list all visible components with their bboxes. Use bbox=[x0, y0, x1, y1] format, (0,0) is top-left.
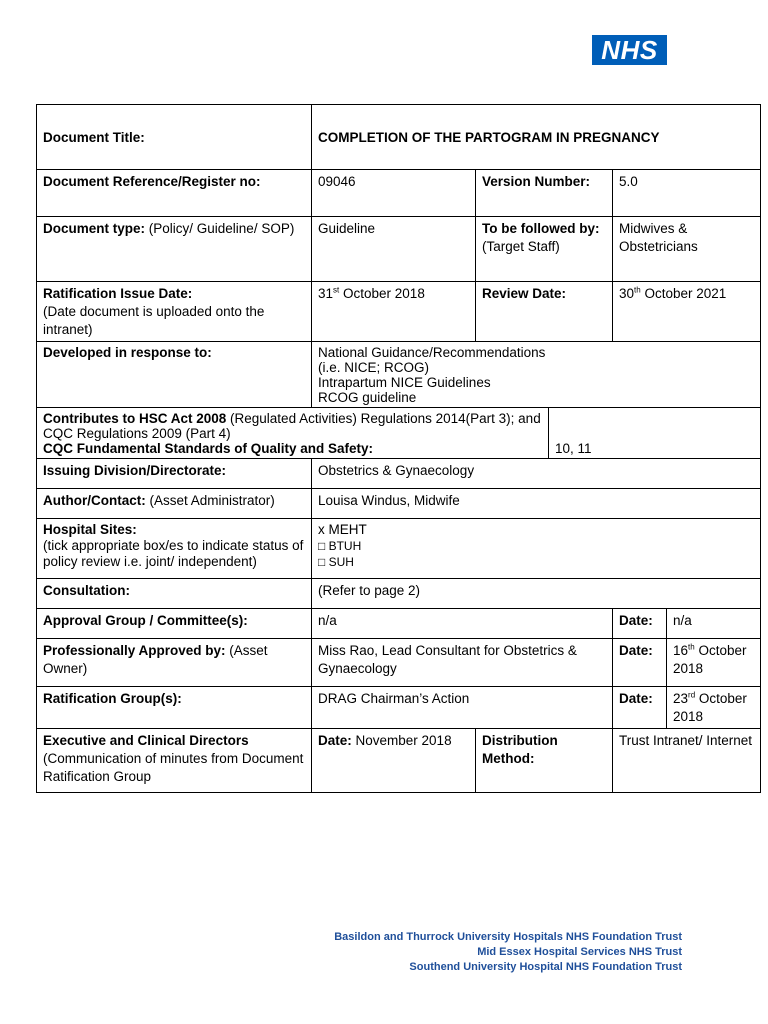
label-document-title: Document Title: bbox=[37, 105, 312, 170]
value-approval-date: n/a bbox=[667, 609, 761, 639]
row-issuing bbox=[37, 459, 761, 489]
nhs-logo: NHS bbox=[592, 35, 667, 65]
label-version: Version Number: bbox=[476, 170, 613, 217]
site-meht: x MEHT bbox=[318, 522, 367, 537]
row-ratification-issue bbox=[37, 282, 761, 342]
row-contributes bbox=[37, 408, 761, 459]
label-executive: Executive and Clinical Directors (Communication of minutes from Document Ratification Group bbox=[37, 729, 312, 793]
value-approval-group: n/a bbox=[312, 609, 613, 639]
row-ratification-group bbox=[37, 687, 761, 729]
row-approval-group bbox=[37, 609, 761, 639]
label-reference: Document Reference/Register no: bbox=[37, 170, 312, 217]
row-executive bbox=[37, 729, 761, 793]
trust-footer bbox=[334, 930, 682, 975]
footer-line-1: Basildon and Thurrock University Hospitals NHS Foundation Trust bbox=[334, 931, 682, 943]
value-review-date: 30th October 2021 bbox=[613, 282, 761, 342]
label-ratification-date: Date: bbox=[613, 687, 667, 729]
row-consultation bbox=[37, 579, 761, 609]
value-developed: National Guidance/Recommendations (i.e. NICE; RCOG) Intrapartum NICE Guidelines RCOG guideline bbox=[312, 342, 761, 408]
label-hospital-sites: Hospital Sites: (tick appropriate box/es to indicate status of policy review i.e. joint/ independent) bbox=[37, 519, 312, 579]
row-reference bbox=[37, 170, 761, 217]
label-ratification-issue: Ratification Issue Date: (Date document is uploaded onto the intranet) bbox=[37, 282, 312, 342]
label-approval-date: Date: bbox=[613, 609, 667, 639]
label-ratification-group: Ratification Group(s): bbox=[37, 687, 312, 729]
label-contributes: Contributes to HSC Act 2008 (Regulated Activities) Regulations 2014(Part 3); and CQC Regulations 2009 (Part 4) CQC Fundamental Standards of Quality and Safety: bbox=[37, 408, 549, 459]
value-executive-date: Date: November 2018 bbox=[312, 729, 476, 793]
label-author: Author/Contact: (Asset Administrator) bbox=[37, 489, 312, 519]
label-document-type: Document type: (Policy/ Guideline/ SOP) bbox=[37, 217, 312, 282]
value-version: 5.0 bbox=[613, 170, 761, 217]
value-document-title: COMPLETION OF THE PARTOGRAM IN PREGNANCY bbox=[312, 105, 761, 170]
footer-line-3: Southend University Hospital NHS Foundation Trust bbox=[409, 961, 682, 973]
row-author bbox=[37, 489, 761, 519]
value-professionally-approved: Miss Rao, Lead Consultant for Obstetrics & Gynaecology bbox=[312, 639, 613, 687]
label-approval-group: Approval Group / Committee(s): bbox=[37, 609, 312, 639]
value-followed-by: Midwives & Obstetricians bbox=[613, 217, 761, 282]
value-contributes: 10, 11 bbox=[549, 408, 761, 459]
value-document-type: Guideline bbox=[312, 217, 476, 282]
value-ratification-group: DRAG Chairman’s Action bbox=[312, 687, 613, 729]
label-distribution: Distribution Method: bbox=[476, 729, 613, 793]
value-reference: 09046 bbox=[312, 170, 476, 217]
label-developed: Developed in response to: bbox=[37, 342, 312, 408]
document-control-table bbox=[36, 104, 761, 793]
row-developed bbox=[37, 342, 761, 408]
site-suh: □ SUH bbox=[318, 555, 354, 569]
footer-line-2: Mid Essex Hospital Services NHS Trust bbox=[477, 946, 682, 958]
row-hospital-sites bbox=[37, 519, 761, 579]
value-professional-date: 16th October 2018 bbox=[667, 639, 761, 687]
site-btuh: □ BTUH bbox=[318, 539, 362, 553]
label-professionally-approved: Professionally Approved by: (Asset Owner) bbox=[37, 639, 312, 687]
value-distribution: Trust Intranet/ Internet bbox=[613, 729, 761, 793]
row-professionally-approved bbox=[37, 639, 761, 687]
value-ratification-issue: 31st October 2018 bbox=[312, 282, 476, 342]
label-professional-date: Date: bbox=[613, 639, 667, 687]
value-issuing: Obstetrics & Gynaecology bbox=[312, 459, 761, 489]
value-author: Louisa Windus, Midwife bbox=[312, 489, 761, 519]
row-document-type bbox=[37, 217, 761, 282]
label-issuing: Issuing Division/Directorate: bbox=[37, 459, 312, 489]
value-consultation: (Refer to page 2) bbox=[312, 579, 761, 609]
value-hospital-sites bbox=[312, 519, 761, 579]
value-ratification-date: 23rd October 2018 bbox=[667, 687, 761, 729]
label-consultation: Consultation: bbox=[37, 579, 312, 609]
row-title bbox=[37, 105, 761, 170]
label-review-date: Review Date: bbox=[476, 282, 613, 342]
label-followed-by: To be followed by: (Target Staff) bbox=[476, 217, 613, 282]
